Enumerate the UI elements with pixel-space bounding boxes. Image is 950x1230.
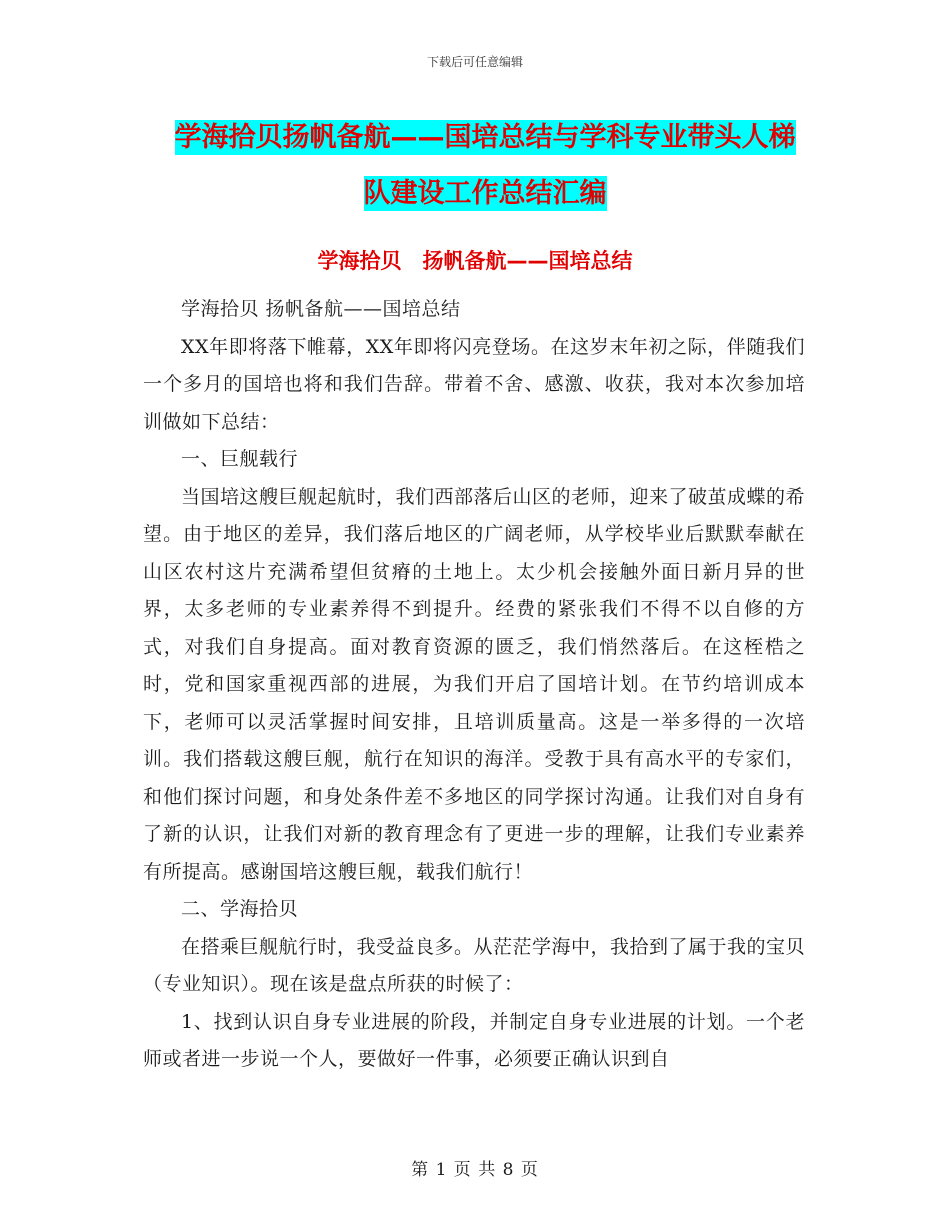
title-line-1: 学海拾贝扬帆备航——国培总结与学科专业带头人梯 bbox=[174, 122, 796, 153]
paragraph: 1、找到认识自身专业进展的阶段，并制定自身专业进展的计划。一个老师或者进一步说一个人，要做好一件事，必须要正确认识到自 bbox=[143, 1010, 805, 1070]
header-note: 下载后可任意编辑 bbox=[426, 55, 523, 69]
body-text bbox=[143, 291, 805, 1079]
section-title: 学海拾贝 扬帆备航——国培总结 bbox=[317, 249, 633, 273]
document-title bbox=[140, 110, 830, 222]
paragraph: XX年即将落下帷幕，XX年即将闪亮登场。在这岁末年初之际，伴随我们一个多月的国培也将和我们告辞。带着不舍、感激、收获，我对本次参加培训做如下总结： bbox=[143, 335, 805, 433]
paragraph-heading: 一、巨舰载行 bbox=[181, 448, 299, 470]
paragraph-heading: 二、学海拾贝 bbox=[181, 898, 299, 920]
paragraph: 学海拾贝 扬帆备航——国培总结 bbox=[181, 298, 461, 320]
page-footer: 第 1 页 共 8 页 bbox=[411, 1160, 539, 1180]
paragraph: 在搭乘巨舰航行时，我受益良多。从茫茫学海中，我拾到了属于我的宝贝（专业知识）。现在该是盘点所获的时候了： bbox=[143, 935, 806, 995]
title-line-2: 队建设工作总结汇编 bbox=[363, 178, 607, 209]
paragraph: 当国培这艘巨舰起航时，我们西部落后山区的老师，迎来了破茧成蝶的希望。由于地区的差异，我们落后地区的广阔老师，从学校毕业后默默奉献在山区农村这片充满希望但贫瘠的土地上。太少机会接触外面日新月异的世界，太多老师的专业素养得不到提升。经费的紧张我们不得不以自修的方式，对我们自身提高。面对教育资源的匮乏，我们悄然落后。在这桎梏之时，党和国家重视西部的进展，为我们开启了国培计划。在节约培训成本下，老师可以灵活掌握时间安排，且培训质量高。这是一举多得的一次培训。我们搭载这艘巨舰，航行在知识的海洋。受教于具有高水平的专家们，和他们探讨问题，和身处条件差不多地区的同学探讨沟通。让我们对自身有了新的认识，让我们对新的教育理念有了更进一步的理解，让我们专业素养有所提高。感谢国培这艘巨舰，载我们航行！ bbox=[143, 485, 806, 883]
